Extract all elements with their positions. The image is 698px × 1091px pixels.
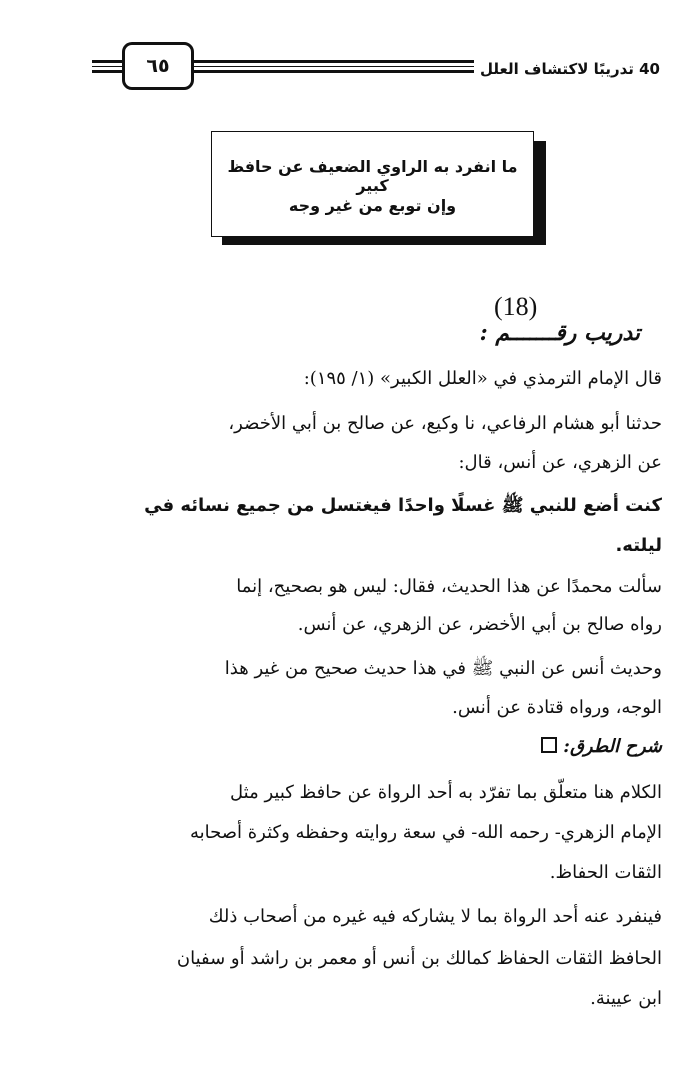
running-head: 40 تدريبًا لاكتشاف العلل (480, 60, 660, 78)
hadith-text-line: كنت أضع للنبي ﷺ غسلًا واحدًا فيغتسل من جميع نسائه في (144, 495, 662, 516)
text-line: وحديث أنس عن النبي ﷺ في هذا حديث صحيح من غير هذا (224, 658, 662, 679)
text-line: رواه صالح بن أبي الأخضر، عن الزهري، عن أنس. (297, 614, 662, 635)
title-line-2: وإن توبع من غير وجه (288, 196, 457, 215)
text-line: الكلام هنا متعلّق بما تفرّد به أحد الرواة عن حافظ كبير مثل (230, 782, 662, 803)
text-line: عن الزهري، عن أنس، قال: (458, 452, 662, 473)
page-number: ٦٥ (146, 55, 170, 77)
header-rule-right-mid (188, 66, 474, 67)
header-rule-left-top (92, 60, 122, 63)
title-box (211, 131, 534, 237)
title-line-1: ما انفرد به الراوي الضعيف عن حافظ كبير (227, 157, 518, 195)
header-rule-left-bottom (92, 70, 122, 73)
hadith-text-line: ليلته. (615, 535, 662, 556)
page-number-box (122, 42, 194, 90)
exercise-number: (18) (494, 292, 538, 321)
text-line: الثقات الحفاظ. (549, 862, 662, 883)
text-line: قال الإمام الترمذي في «العلل الكبير» (١/ ١٩٥): (303, 368, 662, 389)
header-rule-left-mid (92, 66, 122, 67)
text-line: فينفرد عنه أحد الرواة بما لا يشاركه فيه غيره من أصحاب ذلك (208, 906, 662, 927)
section-title: شرح الطرق: (563, 736, 662, 757)
header-rule-right-top (188, 60, 474, 63)
text-line: الوجه، ورواه قتادة عن أنس. (452, 697, 662, 718)
section-heading (541, 736, 662, 757)
text-line: الإمام الزهري- رحمه الله- في سعة روايته وحفظه وكثرة أصحابه (189, 822, 662, 843)
exercise-label: تدريب رقـــــــم : (479, 320, 640, 346)
text-line: ابن عيينة. (590, 988, 662, 1009)
text-line: الحافظ الثقات الحفاظ كمالك بن أنس أو معمر بن راشد أو سفيان (176, 948, 662, 969)
text-line: سألت محمدًا عن هذا الحديث، فقال: ليس هو بصحيح، إنما (236, 576, 662, 597)
header-rule-right-bottom (188, 70, 474, 73)
text-line: حدثنا أبو هشام الرفاعي، نا وكيع، عن صالح بن أبي الأخضر، (228, 413, 662, 434)
square-bullet-icon (541, 737, 557, 753)
